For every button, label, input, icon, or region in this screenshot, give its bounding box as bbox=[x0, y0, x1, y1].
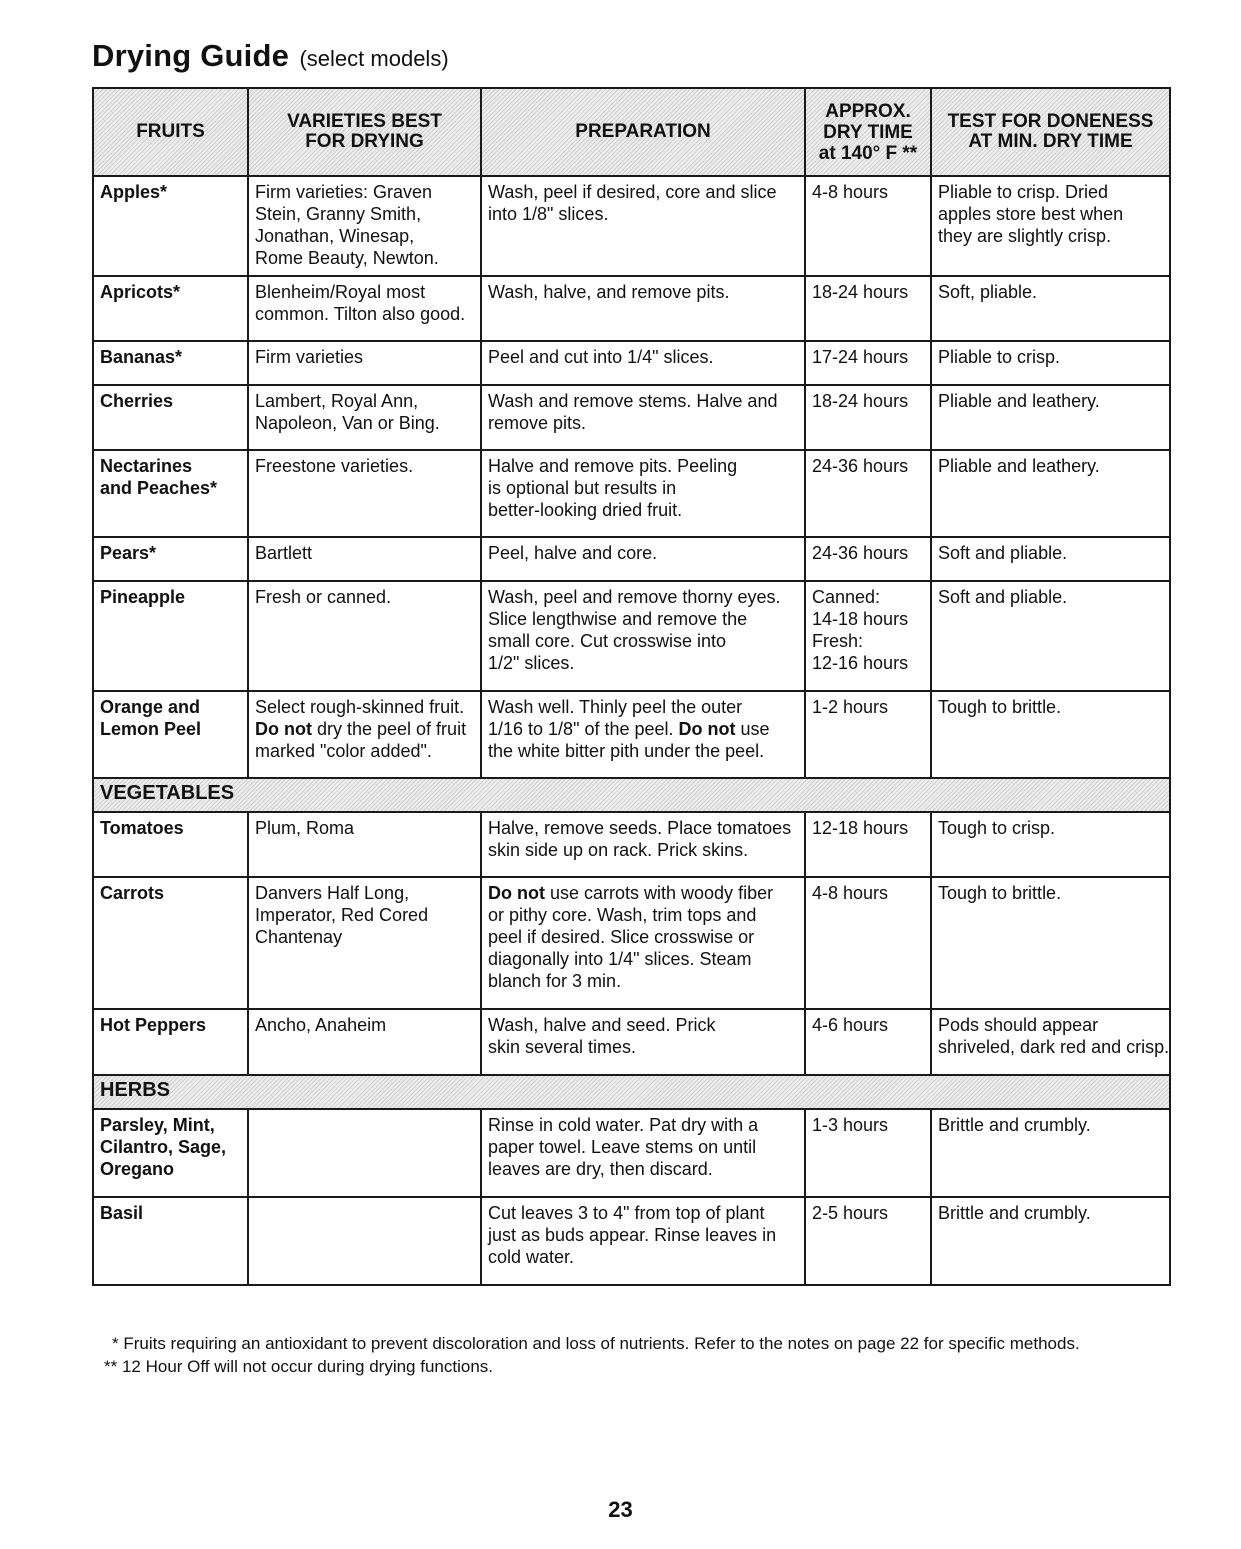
citrus-row-group bbox=[93, 691, 1170, 812]
item-name: Tomatoes bbox=[93, 812, 248, 877]
item-name: Parsley, Mint, Cilantro, Sage, Oregano bbox=[93, 1109, 248, 1197]
table-row bbox=[93, 877, 1170, 1009]
item-doneness-test: Pliable to crisp. bbox=[931, 341, 1170, 385]
table-row bbox=[93, 1009, 1170, 1075]
table-row bbox=[93, 537, 1170, 581]
item-preparation: Peel and cut into 1/4" slices. bbox=[481, 341, 805, 385]
item-doneness-test: Brittle and crumbly. bbox=[931, 1197, 1170, 1285]
table-row bbox=[93, 176, 1170, 276]
item-dry-time: 18-24 hours bbox=[805, 276, 931, 341]
item-doneness-test: Soft and pliable. bbox=[931, 537, 1170, 581]
item-doneness-test: Tough to crisp. bbox=[931, 812, 1170, 877]
table-row bbox=[93, 450, 1170, 537]
tomato-rows bbox=[93, 812, 1170, 877]
item-dry-time: 4-6 hours bbox=[805, 1009, 931, 1075]
item-doneness-test: Soft and pliable. bbox=[931, 581, 1170, 691]
section-row-vegetables bbox=[93, 778, 1170, 812]
item-varieties bbox=[248, 1197, 481, 1285]
item-doneness-test: Pliable and leathery. bbox=[931, 385, 1170, 450]
item-dry-time: 2-5 hours bbox=[805, 1197, 931, 1285]
item-dry-time: 4-8 hours bbox=[805, 877, 931, 1009]
item-dry-time: 17-24 hours bbox=[805, 341, 931, 385]
item-varieties: Fresh or canned. bbox=[248, 581, 481, 691]
item-preparation: Wash, peel and remove thorny eyes. Slice lengthwise and remove the small core. Cut crosswise into 1/2" slices. bbox=[481, 581, 805, 691]
item-doneness-test: Pliable and leathery. bbox=[931, 450, 1170, 537]
header-preparation: PREPARATION bbox=[481, 88, 805, 176]
item-preparation: Wash well. Thinly peel the outer 1/16 to 1/8" of the peel. Do not use the white bitter pith under the peel. bbox=[481, 691, 805, 778]
item-preparation: Wash, halve, and remove pits. bbox=[481, 276, 805, 341]
item-name: Basil bbox=[93, 1197, 248, 1285]
header-dry-time: APPROX. DRY TIME at 140° F ** bbox=[805, 88, 931, 176]
section-label-herbs: HERBS bbox=[93, 1075, 1170, 1109]
item-varieties bbox=[248, 1109, 481, 1197]
header-fruits: FRUITS bbox=[93, 88, 248, 176]
item-doneness-test: Pods should appear shriveled, dark red and crisp. bbox=[931, 1009, 1170, 1075]
item-preparation: Wash and remove stems. Halve and remove pits. bbox=[481, 385, 805, 450]
fruit-rows bbox=[93, 176, 1170, 691]
herb-rows bbox=[93, 1109, 1170, 1285]
item-name: Pineapple bbox=[93, 581, 248, 691]
item-doneness-test: Pliable to crisp. Dried apples store best when they are slightly crisp. bbox=[931, 176, 1170, 276]
item-doneness-test: Tough to brittle. bbox=[931, 877, 1170, 1009]
item-varieties: Firm varieties: Graven Stein, Granny Smith, Jonathan, Winesap, Rome Beauty, Newton. bbox=[248, 176, 481, 276]
footnote-antioxidant: * Fruits requiring an antioxidant to prevent discoloration and loss of nutrients. Refer to the notes on page 22 for specific methods. bbox=[112, 1334, 1080, 1353]
item-dry-time: 12-18 hours bbox=[805, 812, 931, 877]
item-dry-time: 24-36 hours bbox=[805, 450, 931, 537]
item-varieties: Firm varieties bbox=[248, 341, 481, 385]
item-varieties: Freestone varieties. bbox=[248, 450, 481, 537]
table-header-row bbox=[93, 88, 1170, 176]
item-preparation: Peel, halve and core. bbox=[481, 537, 805, 581]
item-name: Apricots* bbox=[93, 276, 248, 341]
item-varieties: Lambert, Royal Ann, Napoleon, Van or Bing. bbox=[248, 385, 481, 450]
item-varieties: Plum, Roma bbox=[248, 812, 481, 877]
section-row-herbs bbox=[93, 1075, 1170, 1109]
item-name: Nectarines and Peaches* bbox=[93, 450, 248, 537]
item-dry-time: 24-36 hours bbox=[805, 537, 931, 581]
item-doneness-test: Tough to brittle. bbox=[931, 691, 1170, 778]
item-name: Cherries bbox=[93, 385, 248, 450]
page-number: 23 bbox=[608, 1497, 633, 1522]
item-name: Apples* bbox=[93, 176, 248, 276]
table-row bbox=[93, 691, 1170, 778]
header-varieties: VARIETIES BEST FOR DRYING bbox=[248, 88, 481, 176]
item-name: Pears* bbox=[93, 537, 248, 581]
item-name: Carrots bbox=[93, 877, 248, 1009]
item-preparation: Rinse in cold water. Pat dry with a paper towel. Leave stems on until leaves are dry, then discard. bbox=[481, 1109, 805, 1197]
footnote-12-hour-off: ** 12 Hour Off will not occur during drying functions. bbox=[104, 1357, 493, 1376]
page-title-main: Drying Guide bbox=[92, 38, 290, 73]
section-label-vegetables: VEGETABLES bbox=[93, 778, 1170, 812]
item-dry-time: 1-2 hours bbox=[805, 691, 931, 778]
page-title-sub: (select models) bbox=[299, 46, 449, 71]
item-varieties: Select rough-skinned fruit. Do not dry the peel of fruit marked "color added". bbox=[248, 691, 481, 778]
item-varieties: Blenheim/Royal most common. Tilton also good. bbox=[248, 276, 481, 341]
item-dry-time: 1-3 hours bbox=[805, 1109, 931, 1197]
header-doneness-test: TEST FOR DONENESS AT MIN. DRY TIME bbox=[931, 88, 1170, 176]
table-row bbox=[93, 385, 1170, 450]
item-dry-time: 4-8 hours bbox=[805, 176, 931, 276]
table-row bbox=[93, 1109, 1170, 1197]
item-varieties: Danvers Half Long, Imperator, Red Cored Chantenay bbox=[248, 877, 481, 1009]
item-doneness-test: Brittle and crumbly. bbox=[931, 1109, 1170, 1197]
table-row bbox=[93, 581, 1170, 691]
page-title bbox=[92, 38, 449, 74]
table-row bbox=[93, 1197, 1170, 1285]
pepper-rows bbox=[93, 1009, 1170, 1075]
table-row bbox=[93, 341, 1170, 385]
table-row bbox=[93, 276, 1170, 341]
item-preparation: Wash, peel if desired, core and slice into 1/8" slices. bbox=[481, 176, 805, 276]
item-preparation: Halve, remove seeds. Place tomatoes skin side up on rack. Prick skins. bbox=[481, 812, 805, 877]
item-name: Bananas* bbox=[93, 341, 248, 385]
item-varieties: Ancho, Anaheim bbox=[248, 1009, 481, 1075]
item-dry-time: 18-24 hours bbox=[805, 385, 931, 450]
herbs-section-group bbox=[93, 1075, 1170, 1109]
item-preparation: Wash, halve and seed. Prick skin several times. bbox=[481, 1009, 805, 1075]
item-preparation: Do not use carrots with woody fiber or pithy core. Wash, trim tops and peel if desired. Slice crosswise or diagonally into 1/4" slices. Steam blanch for 3 min. bbox=[481, 877, 805, 1009]
item-dry-time: Canned: 14-18 hours Fresh: 12-16 hours bbox=[805, 581, 931, 691]
drying-guide-table bbox=[92, 87, 1171, 1286]
item-preparation: Cut leaves 3 to 4" from top of plant just as buds appear. Rinse leaves in cold water. bbox=[481, 1197, 805, 1285]
item-name: Orange and Lemon Peel bbox=[93, 691, 248, 778]
item-doneness-test: Soft, pliable. bbox=[931, 276, 1170, 341]
carrot-row-group bbox=[93, 877, 1170, 1009]
table-row bbox=[93, 812, 1170, 877]
item-name: Hot Peppers bbox=[93, 1009, 248, 1075]
item-preparation: Halve and remove pits. Peeling is optional but results in better-looking dried fruit. bbox=[481, 450, 805, 537]
item-varieties: Bartlett bbox=[248, 537, 481, 581]
